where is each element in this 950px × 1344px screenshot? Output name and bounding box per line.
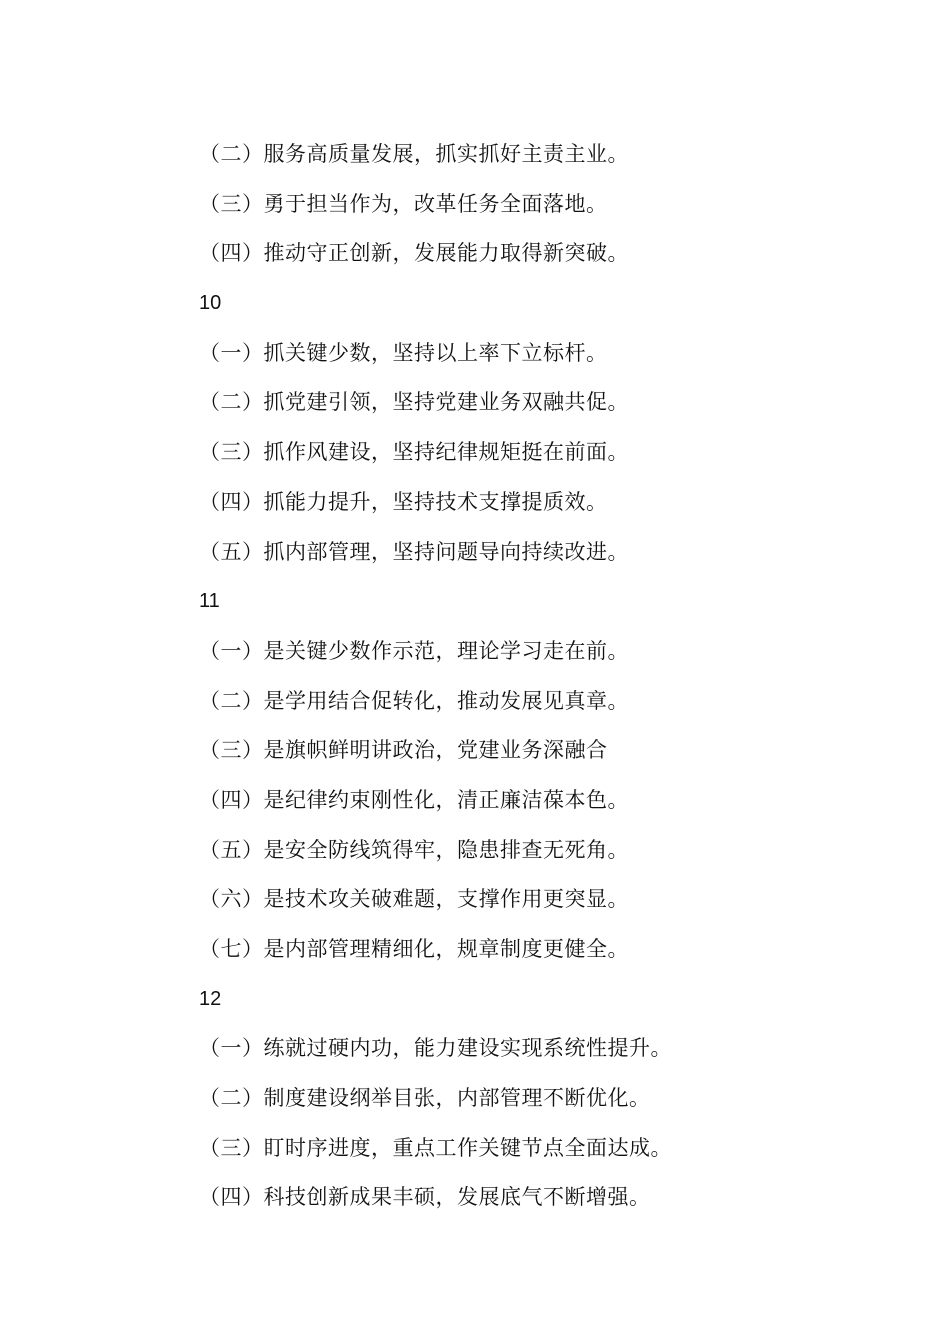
list-item: （三）抓作风建设，坚持纪律规矩挺在前面。 [199,440,629,465]
list-item: （三）盯时序进度，重点工作关键节点全面达成。 [199,1135,672,1160]
list-item: （四）是纪律约束刚性化，清正廉洁葆本色。 [199,787,629,812]
list-item: （二）制度建设纲举目张，内部管理不断优化。 [199,1086,651,1111]
list-item: （七）是内部管理精细化，规章制度更健全。 [199,937,629,961]
list-item: （五）抓内部管理，坚持问题导向持续改进。 [199,539,629,564]
list-item: （二）抓党建引领，坚持党建业务双融共促。 [199,390,629,415]
section-number: 10 [199,292,222,315]
list-item: （六）是技术攻关破难题，支撑作用更突显。 [199,887,629,912]
list-item: （四）抓能力提升，坚持技术支撑提质效。 [199,489,608,514]
section-number: 12 [199,987,222,1010]
document-body [199,130,799,1223]
list-item: （三）是旗帜鲜明讲政治，党建业务深融合 [199,738,608,763]
list-item: （二）是学用结合促转化，推动发展见真章。 [199,688,629,713]
list-item: （四）科技创新成果丰硕，发展底气不断增强。 [199,1185,651,1210]
section-number: 11 [199,590,220,613]
list-item: （一）是关键少数作示范，理论学习走在前。 [199,638,629,663]
list-item: （二）服务高质量发展，抓实抓好主责主业。 [199,142,629,166]
list-item: （三）勇于担当作为，改革任务全面落地。 [199,191,608,216]
list-item: （四）推动守正创新，发展能力取得新突破。 [199,241,629,266]
list-item: （一）练就过硬内功，能力建设实现系统性提升。 [199,1036,672,1061]
list-item: （五）是安全防线筑得牢，隐患排查无死角。 [199,837,629,862]
list-item: （一）抓关键少数，坚持以上率下立标杆。 [199,340,608,365]
